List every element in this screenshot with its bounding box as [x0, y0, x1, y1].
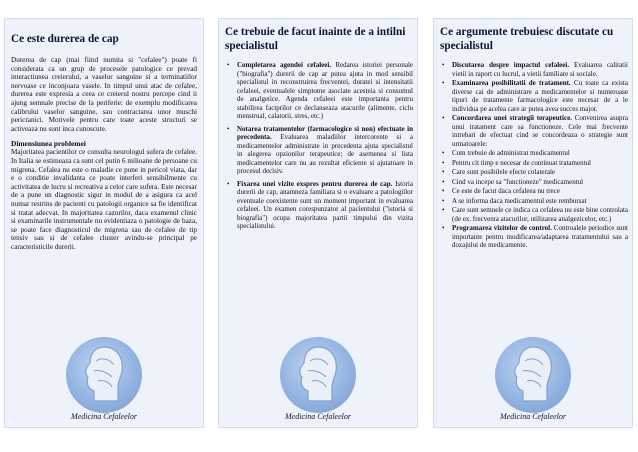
list-item — [442, 159, 628, 168]
item-text: Convenirea asupra unui tratament care sa functioneze. Cele mai frecvente intrebari de efectuat cind se concordeaza o strategie sunt urmatoarele: — [452, 114, 628, 148]
panel-before-specialist — [218, 18, 418, 428]
list-item — [442, 168, 628, 177]
item-text: Redarea istoriei personale ("biografia") durerii de cap ar putea ajuta in mod sensibil specialistul in reconstruirea frecventei, duratei si intensitatii cefaleei, eventualele simptome asociate acesteia si consumul de analgetice. Agenda cefaleei este importanta pentru stabilirea factprilor ce declanseaza atacurile (alimente, ciclu menstrual, calatorii, stres, etc.) — [237, 61, 413, 120]
list-item — [227, 125, 413, 176]
panel-title: Ce trebuie de facut inainte de a intilni specialistul — [225, 26, 406, 52]
item-text: Istoria durerii de cap, anamneza familiara si o evaluare a patologiilor eventuale coexistente sunt un moment important in evaluarea cefaleei. Un examen corespunzator al pacientului ("istoria si biografia") ocupa majoritatea partii timpului din vizita specialistului. — [237, 179, 413, 230]
item-text: Care sunt posibilele efecte colaterale — [452, 168, 556, 176]
head-illustration-icon — [66, 337, 142, 413]
paragraph: Majoritatea pacientilor ce consulta neurologul sufera de cefalee. In Italia se estimeaza ca sunt cel putin 6 milioane de persoane cu migrena. Cefalea nu este o maladie ce pune in pericol viata, dar e o conditie invalidanta ce poate interferi sensibilmente cu activitatea de lucru si recreativa a celor care sufera. Este necesar de a pune un diagnostic sigur in modul de a asigura ca acel numar restrins de pacienti cu patologii organice sa fie identificat si tratat adecvat. In majoritatea cazurilor, daca examenul clinic si examinarile instrumentale nu evidentiaza o patologie de baza, se poate face diagnosticul de migrena sau de cefalee de tip tensiv sau si de cefalee cluster avindu-se principal pe caracteristicile durerii. — [11, 148, 198, 251]
item-text: Controalele periodice sunt importante pentru modificarea/adaptarea tratamentului sau a dozajului de medicamente. — [452, 224, 628, 249]
list-item — [442, 79, 628, 113]
panel-footer: Medicina Cefaleelor — [285, 412, 351, 421]
list-item — [442, 197, 628, 206]
item-label: Concordarea unei strategii terapeutice. — [452, 114, 572, 122]
head-illustration-icon — [495, 337, 571, 413]
list-item — [227, 61, 413, 121]
panel-footer: Medicina Cefaleelor — [71, 412, 137, 421]
head-illustration-icon — [280, 337, 356, 413]
item-text: Cind va incepe sa "functioneze" medicamentul — [452, 177, 584, 186]
item-text: Cu toate ca exista diverse cai de administrare a medicamentelor si numeroase tipuri de tratamente farmacologice este necesar de a le individua pe acelea care ar putea avea succes major. — [452, 79, 628, 113]
panel-title: Ce este durerea de cap — [11, 33, 119, 45]
panel-footer: Medicina Cefaleelor — [500, 412, 566, 421]
panel-discuss-with-specialist — [433, 18, 633, 428]
item-label: Fixarea unei vizite exspres pentru durerea de cap. — [237, 179, 393, 188]
panel-what-is-headache — [4, 18, 204, 428]
list-item — [442, 114, 628, 148]
item-text: Cum trebuie de administrat medicamentul — [452, 149, 570, 157]
section-subtitle: Dimensiunea problemei — [11, 139, 86, 149]
item-text: Pentru cit timp e necesar de continuat tratamentul — [452, 158, 591, 167]
paragraph: Durerea de cap (mai fiind numita si "cefalee") poate fi considerata ca un grup de procesele patologice ce prevad interactiunea creierului, a vaselor sanguine si a terminatiilor nervoase ce inconjoara vasele. In timpul unui atac de cefalee, durerea este expresia a ceea ce creierul nostru percepe cind ii ajung semnale precise de la periferie: de exemplu modificarea calibrului vaselor sanguine, sau contractarea unor muschi pericranici. Motivele pentru care toate aceste structuri se activeaza nu sunt inca cunoscute. — [11, 56, 197, 133]
topics-list — [434, 61, 632, 250]
item-text: A se informa daca medicamentul este rembursat — [452, 196, 587, 205]
item-text: Care sunt semnele ce indica ca cefaleea nu este bine controlata (de ex. frecventa atacurilor, utilizarea analgezicelor, etc.) — [452, 206, 628, 223]
item-label: Completarea agendei cefaleei. — [237, 61, 332, 69]
item-text: Evaluarea calitatii vietii in raport cu lucrul, a vietii familiare si sociale. — [452, 61, 628, 78]
item-label: Discutarea despre impactul cefaleei. — [452, 61, 570, 69]
item-label: Examinarea posibilitatii de tratament. — [452, 79, 571, 87]
list-item — [442, 224, 628, 250]
panel-title: Ce argumente trebuiesc discutate cu specialistul — [440, 26, 614, 52]
list-item — [442, 206, 628, 223]
advice-list — [219, 61, 417, 231]
list-item — [442, 187, 628, 196]
list-item — [442, 149, 628, 158]
list-item — [227, 180, 413, 231]
item-text: Ce este de facut daca cefaleea nu trece — [452, 187, 560, 195]
list-item — [442, 178, 628, 187]
item-label: Programarea vizitelor de control. — [452, 224, 552, 232]
item-label: Notarea tratamentelor (farmacologice si non) efectuate in precedenta. — [237, 124, 413, 141]
list-item — [442, 61, 628, 78]
item-text: Evaluarea maladiilor intercorente si a medicamentelor administrate in precedenta ajuta specialistul in alegerea opzionilor terapeutice; de asemenea si lista medicamentelor care nu au rezultat eficiente si ajutatoare in procesul decisiv. — [237, 133, 413, 175]
